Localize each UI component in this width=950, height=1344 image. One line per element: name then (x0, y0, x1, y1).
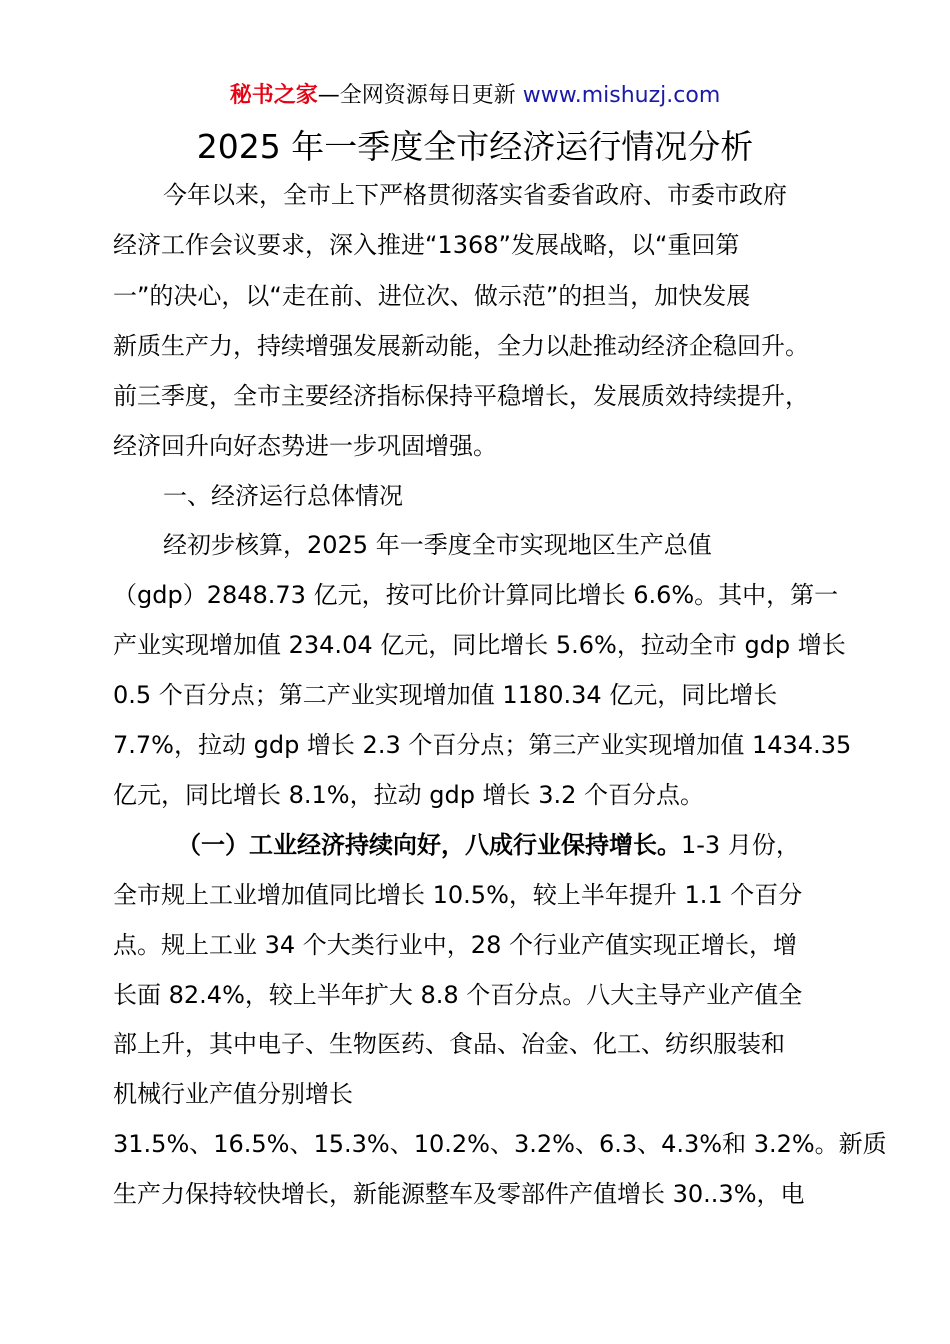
paragraph-line: 经初步核算，2025 年一季度全市实现地区生产总值 (163, 531, 712, 559)
paragraph-line: 31.5%、16.5%、15.3%、10.2%、3.2%、6.3、4.3%和 3.2%。新质 (113, 1130, 887, 1158)
section-heading: 一、经济运行总体情况 (163, 482, 403, 510)
paragraph-line: 长面 82.4%，较上半年扩大 8.8 个百分点。八大主导产业产值全 (113, 981, 803, 1009)
document-title: 2025 年一季度全市经济运行情况分析 (196, 127, 754, 166)
site-header (0, 80, 950, 112)
paragraph-line: 部上升，其中电子、生物医药、食品、冶金、化工、纺织服装和 (113, 1030, 785, 1058)
paragraph-line: 0.5 个百分点；第二产业实现增加值 1180.34 亿元，同比增长 (113, 681, 778, 709)
paragraph-line: 亿元，同比增长 8.1%，拉动 gdp 增长 3.2 个百分点。 (113, 781, 704, 809)
paragraph-line: 前三季度，全市主要经济指标保持平稳增长，发展质效持续提升， (113, 382, 809, 410)
paragraph-line: （gdp）2848.73 亿元，按可比价计算同比增长 6.6%。其中，第一 (113, 581, 839, 609)
subsection-line (177, 828, 800, 862)
paragraph-line: 7.7%，拉动 gdp 增长 2.3 个百分点；第三产业实现增加值 1434.35 (113, 731, 852, 759)
paragraph-line: 全市规上工业增加值同比增长 10.5%，较上半年提升 1.1 个百分 (113, 881, 803, 909)
paragraph-line: 产业实现增加值 234.04 亿元，同比增长 5.6%，拉动全市 gdp 增长 (113, 631, 846, 659)
paragraph-line: 经济回升向好态势进一步巩固增强。 (113, 432, 497, 460)
header-tagline: —全网资源每日更新 (317, 83, 523, 108)
paragraph-line: 经济工作会议要求，深入推进“1368”发展战略，以“重回第 (113, 231, 740, 259)
paragraph-line: 生产力保持较快增长，新能源整车及零部件产值增长 30..3%，电 (113, 1180, 805, 1208)
subsection-heading: （一）工业经济持续向好，八成行业保持增长。 (177, 831, 681, 859)
site-url-link[interactable]: www.mishuzj.com (522, 83, 721, 108)
paragraph-line: 点。规上工业 34 个大类行业中，28 个行业产值实现正增长，增 (113, 931, 797, 959)
paragraph-line: 一”的决心，以“走在前、进位次、做示范”的担当，加快发展 (113, 282, 751, 310)
brand-name: 秘书之家 (229, 83, 318, 108)
paragraph-line: 机械行业产值分别增长 (113, 1080, 353, 1108)
paragraph-line: 新质生产力，持续增强发展新动能，全力以赴推动经济企稳回升。 (113, 332, 809, 360)
subsection-lead-text: 1-3 月份， (681, 831, 800, 859)
paragraph-line: 今年以来，全市上下严格贯彻落实省委省政府、市委市政府 (163, 181, 787, 209)
